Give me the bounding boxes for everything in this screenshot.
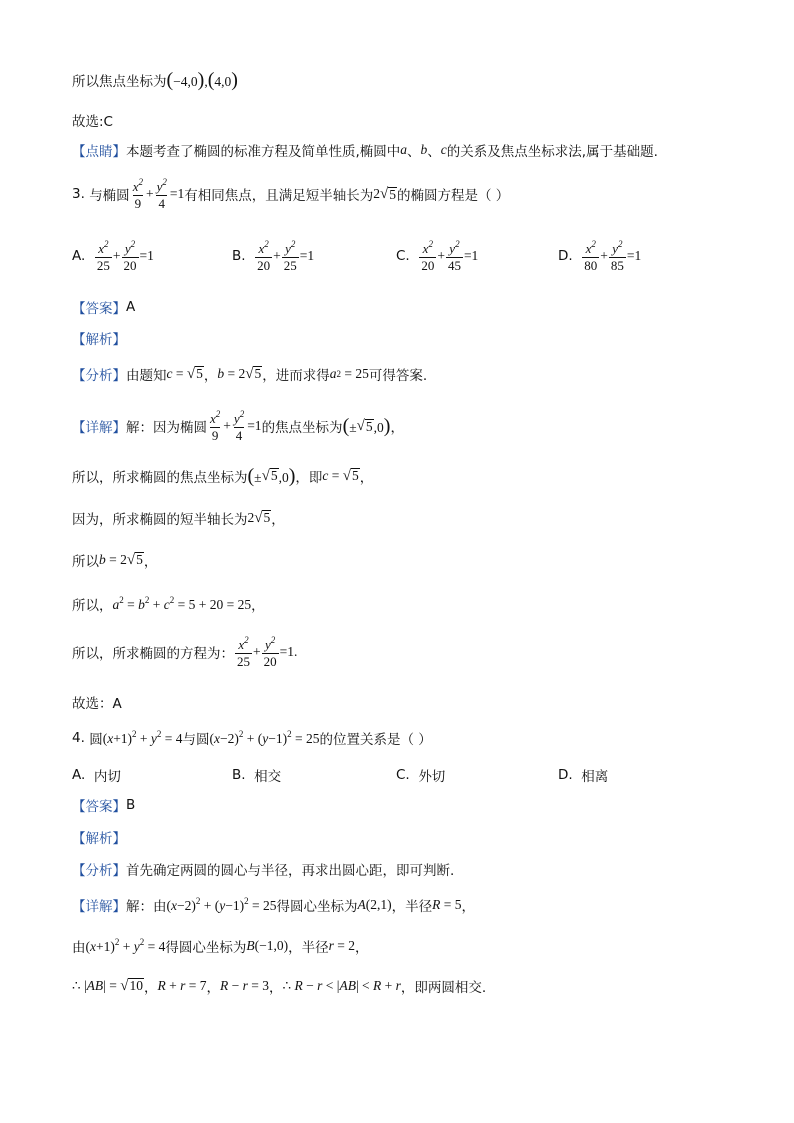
q3-option-c: C. $\frac{x^2}{20}$ + $\frac{y^2}{45}$ =1 <box>396 239 479 273</box>
choice-line-a <box>72 692 122 712</box>
var-c: c <box>440 142 447 157</box>
step-2: 因为，所求椭圆的短半轴长为 2 √ 5 ， <box>72 509 285 528</box>
tag-xiangjie: 【详解】 <box>72 899 126 915</box>
text: 的焦点坐标为 <box>261 420 343 437</box>
tag-dianjing: 【点睛】 <box>72 144 126 160</box>
text: 的位置关系是（ ） <box>319 732 432 748</box>
sqrt: √ 5 <box>380 185 396 202</box>
tag-xiangjie: 【详解】 <box>72 420 126 437</box>
text: 本题考查了椭圆的标准方程及简单性质,椭圆中 <box>126 144 401 160</box>
step-4-2: 由 $(x+1)^2 + y^2 = 4$ 得圆心坐标为 B(−1,0) ，半径 r = 2 ， <box>72 937 369 956</box>
text: 由 <box>72 940 86 956</box>
q4-option-c: C. 外切 <box>396 767 446 785</box>
text: 所以， <box>72 598 113 614</box>
step-4-3: ∴ |AB| = √ 10 ， R + r = 7 ， R − r = 3 ， ∴ R − r < |AB| < R + r ，即两圆相交. <box>72 977 487 996</box>
step-3: 所以 b = 2 √ 5 ， <box>72 551 158 570</box>
text: 故选:C <box>72 114 113 130</box>
answer-value: A <box>126 299 136 315</box>
text: 得圆心坐标为 <box>165 940 247 956</box>
option-letter: B. <box>232 248 246 265</box>
focus-coordinates-line <box>72 70 238 90</box>
answer-value: B <box>126 797 136 813</box>
q3-option-a: A. $\frac{x^2}{25}$ + $\frac{y^2}{20}$ =1 <box>72 239 154 273</box>
text: 得圆心坐标为 <box>276 899 358 915</box>
jiexi-4 <box>72 827 126 847</box>
jiexi-3 <box>72 328 126 348</box>
step-5: 所以，所求椭圆的方程为： $\frac{x^2}{25}$ + $\frac{y^2}{20}$ =1. <box>72 635 298 669</box>
tag-jiexi: 【解析】 <box>72 332 126 348</box>
text: 与椭圆 <box>89 188 130 205</box>
q4-option-b: B. 相交 <box>232 767 282 785</box>
fenxi-3: 【分析】 由题知 c = √ 5 ， b = 2 √ 5 ，进而求得 a 2 = 25 可得答案. <box>72 365 428 384</box>
text: 所以焦点坐标为 <box>72 74 167 90</box>
fraction: $\frac{x^2}{9}$ <box>132 177 143 211</box>
text: 故选：A <box>72 696 122 712</box>
question-3: 3. 与椭圆 $\frac{x^2}{9}$ + $\frac{y^2}{4}$ =1 有相同焦点，且满足短半轴长为 2 √ 5 的椭圆方程是（ ） <box>72 177 510 211</box>
choice-line-c <box>72 110 113 130</box>
tag-fenxi: 【分析】 <box>72 368 126 384</box>
q3-option-b: B. $\frac{x^2}{20}$ + $\frac{y^2}{25}$ =1 <box>232 239 315 273</box>
option-letter: A. <box>72 248 86 265</box>
answer-3 <box>72 297 135 317</box>
q4-option-a: A. 内切 <box>72 767 121 785</box>
question-number: 4. <box>72 730 85 746</box>
text: 可得答案. <box>368 368 428 384</box>
tag-jiexi: 【解析】 <box>72 831 126 847</box>
fraction: $\frac{y^2}{4}$ <box>156 177 167 211</box>
var-b: b <box>420 142 428 157</box>
answer-4 <box>72 795 135 815</box>
var-a: a <box>400 142 408 157</box>
text: 的关系及焦点坐标求法,属于基础题. <box>446 144 658 160</box>
text: 所以，所求椭圆的方程为： <box>72 646 234 663</box>
xiangjie-4: 【详解】 解：由 $(x-2)^2 + (y-1)^2 = 25$ 得圆心坐标为 A(2,1) ，半径 R = 5 ， <box>72 896 475 915</box>
text: 所以 <box>72 554 99 570</box>
tag-answer: 【答案】 <box>72 301 126 317</box>
text: 的椭圆方程是（ ） <box>396 188 510 205</box>
math: (−4,0),(4,0) <box>166 69 238 91</box>
dianjing-line <box>72 140 658 160</box>
text: ，半径 <box>288 940 329 956</box>
text: 首先确定两圆的圆心与半径，再求出圆心距，即可判断. <box>126 863 455 879</box>
text: ，即 <box>295 470 323 486</box>
question-4: 4. 圆 $(x+1)^2 + y^2 = 4$ 与圆 $(x-2)^2 + (y-1)^2 = 25$ 的位置关系是（ ） <box>72 729 432 748</box>
sep: 、 <box>407 144 421 160</box>
text: ，进而求得 <box>262 368 330 384</box>
step-4: 所以， $a^2 = b^2 + c^2 = 5 + 20 = 25$ ， <box>72 595 265 614</box>
sep: 、 <box>427 144 441 160</box>
text: 因为，所求椭圆的短半轴长为 <box>72 512 248 528</box>
text: 解：由 <box>126 899 167 915</box>
step-1: 所以，所求椭圆的焦点坐标为 (± √ 5 ,0) ，即 c = √ 5 ， <box>72 465 374 487</box>
text: 解：因为椭圆 <box>126 420 207 437</box>
text: 所以，所求椭圆的焦点坐标为 <box>72 470 248 486</box>
text: 圆 <box>89 732 103 748</box>
text: ，即两圆相交. <box>400 980 487 996</box>
xiangjie-3: 【详解】 解：因为椭圆 $\frac{x^2}{9}$ + $\frac{y^2}{4}$ =1 的焦点坐标为 (± √ 5 ,0) ， <box>72 409 404 443</box>
tag-answer: 【答案】 <box>72 799 126 815</box>
text: 由题知 <box>126 368 167 384</box>
question-number: 3. <box>72 186 85 203</box>
text: 有相同焦点，且满足短半轴长为 <box>184 188 374 205</box>
text: 与圆 <box>182 732 210 748</box>
option-letter: D. <box>558 248 573 265</box>
tag-fenxi: 【分析】 <box>72 863 126 879</box>
text: ，半径 <box>391 899 433 915</box>
q4-option-d: D. 相离 <box>558 767 609 785</box>
option-letter: C. <box>396 248 410 265</box>
fenxi-4 <box>72 859 454 879</box>
q3-option-d: D. $\frac{x^2}{80}$ + $\frac{y^2}{85}$ =1 <box>558 239 642 273</box>
